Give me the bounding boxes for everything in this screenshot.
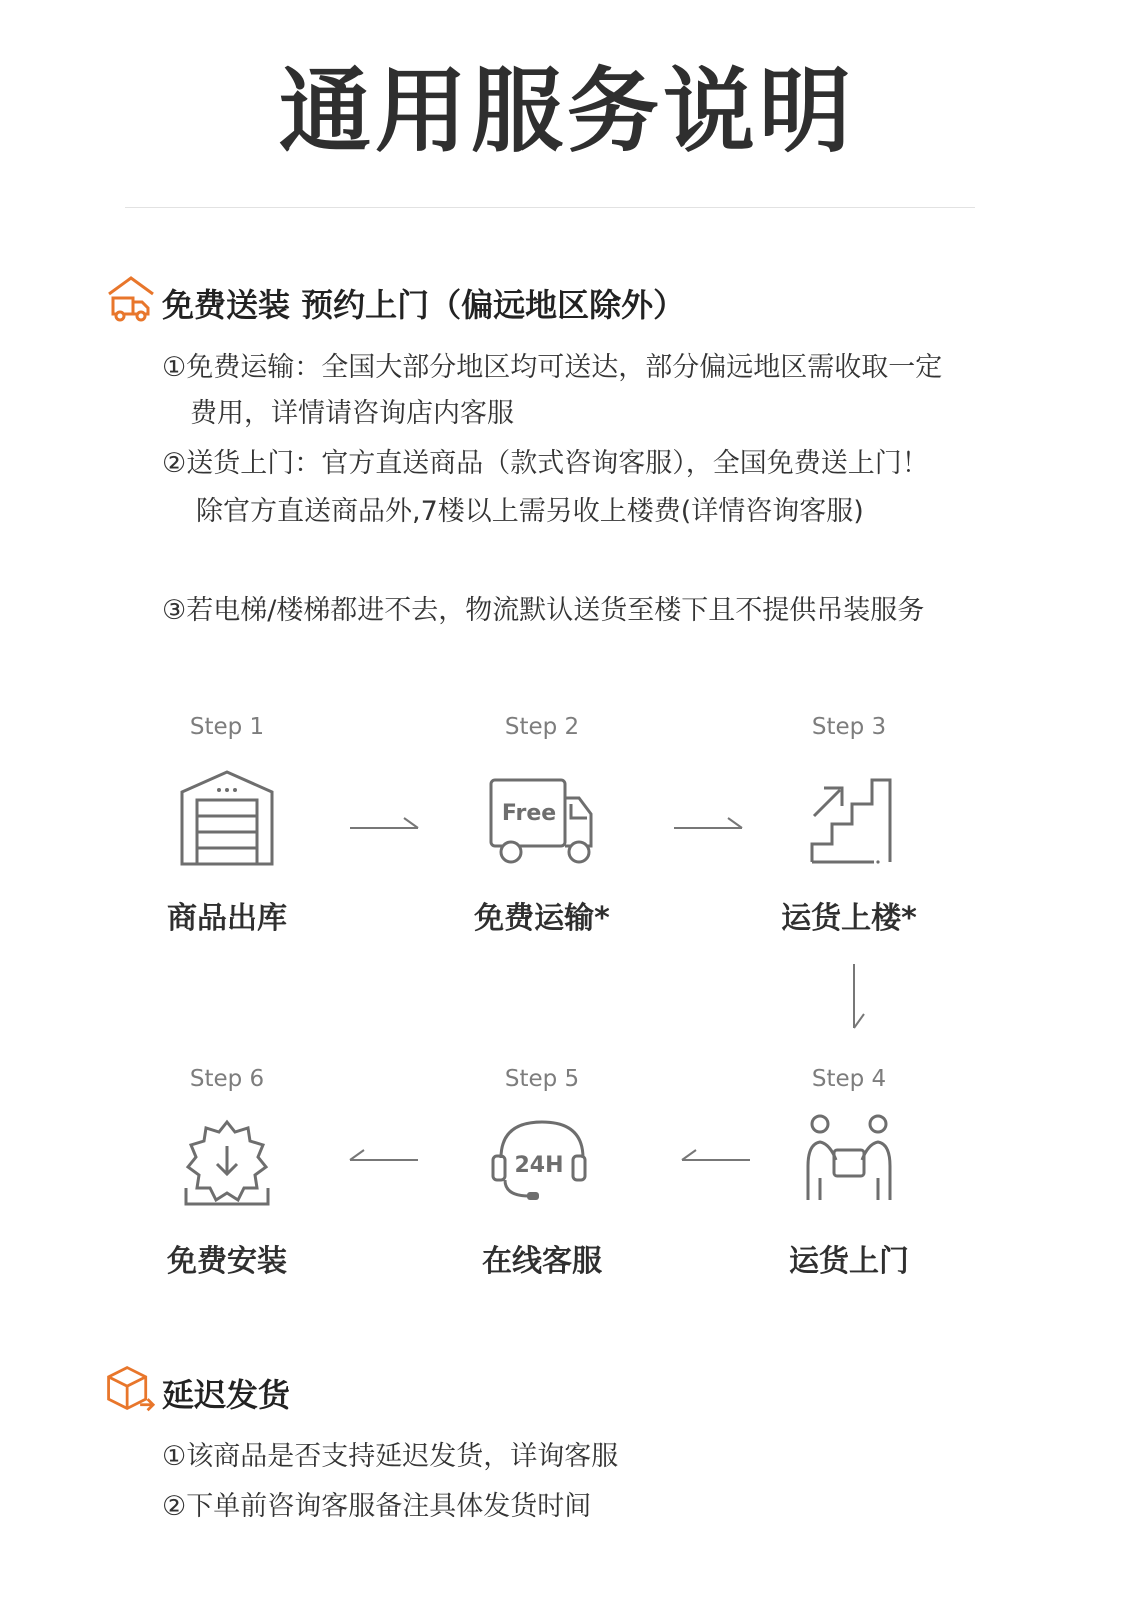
step-label: Step 4 (811, 1066, 887, 1092)
step-name: 商品出库 (167, 901, 287, 936)
package-box-icon (103, 1362, 155, 1414)
arrow-right-icon (348, 814, 428, 838)
install-gear-icon (172, 1108, 282, 1218)
step-name: 运货上楼* (781, 901, 917, 936)
24h-label: 24H (514, 1153, 564, 1178)
delay-item: ①该商品是否支持延迟发货，详询客服 (162, 1441, 619, 1472)
divider (125, 207, 975, 208)
arrow-left-icon (672, 1146, 752, 1170)
page-title: 通用服务说明 (278, 58, 855, 165)
service-item: ①免费运输：全国大部分地区均可送达，部分偏远地区需收取一定 (162, 352, 943, 383)
section-heading-delay: 延迟发货 (162, 1376, 291, 1414)
step-label: Step 3 (811, 714, 887, 740)
movers-icon (794, 1108, 904, 1218)
step-label: Step 1 (189, 714, 265, 740)
arrow-down-icon (844, 962, 868, 1034)
step-name: 运货上门 (789, 1244, 909, 1279)
free-label: Free (501, 801, 557, 826)
headset-24h-icon (487, 1108, 597, 1218)
step-label: Step 5 (504, 1066, 580, 1092)
step-name: 免费安装 (167, 1244, 287, 1279)
delivery-truck-icon (105, 272, 157, 324)
section-heading-delivery: 免费送装 预约上门（偏远地区除外） (162, 286, 686, 324)
step-name: 在线客服 (482, 1244, 602, 1279)
service-item: ②送货上门：官方直送商品（款式咨询客服），全国免费送上门！ (162, 448, 929, 479)
service-item: 费用，详情请咨询店内客服 (190, 398, 514, 429)
step-label: Step 2 (504, 714, 580, 740)
stairs-icon (794, 762, 904, 872)
arrow-right-icon (672, 814, 752, 838)
arrow-left-icon (340, 1146, 420, 1170)
free-truck-icon (487, 762, 597, 872)
delay-item: ②下单前咨询客服备注具体发货时间 (162, 1491, 592, 1522)
warehouse-icon (172, 762, 282, 872)
step-label: Step 6 (189, 1066, 265, 1092)
service-item: ③若电梯/楼梯都进不去，物流默认送货至楼下且不提供吊装服务 (162, 595, 925, 626)
service-item: 除官方直送商品外,7楼以上需另收上楼费(详情咨询客服) (196, 496, 864, 527)
step-name: 免费运输* (474, 901, 610, 936)
